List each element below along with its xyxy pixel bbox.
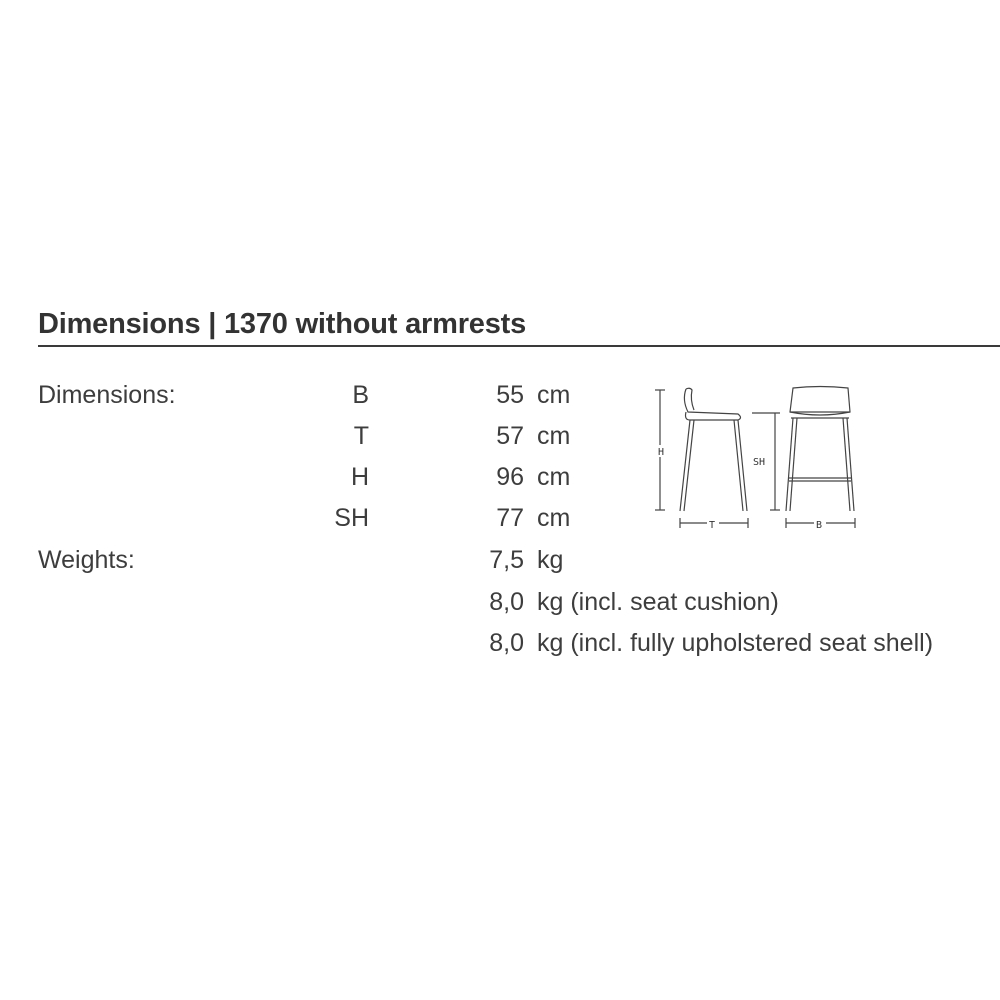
title-divider — [38, 345, 1000, 347]
drawing-label-b: B — [816, 520, 823, 531]
page-title: Dimensions | 1370 without armrests — [38, 308, 527, 340]
dimension-value: 55 — [496, 381, 524, 409]
dimension-unit: cm — [537, 381, 571, 409]
weight-unit: kg (incl. fully upholstered seat shell) — [537, 629, 934, 657]
dimension-unit: cm — [537, 504, 571, 532]
stool-dimension-drawing — [645, 380, 875, 535]
weight-unit: kg — [537, 546, 564, 574]
dimensions-label: Dimensions: — [38, 381, 176, 409]
weights-label: Weights: — [38, 546, 135, 574]
dimension-unit: cm — [537, 463, 571, 491]
weight-value: 7,5 — [489, 546, 524, 574]
drawing-label-t: T — [709, 520, 716, 531]
weight-value: 8,0 — [489, 629, 524, 657]
weight-value: 8,0 — [489, 588, 524, 616]
dimension-symbol: SH — [334, 504, 369, 532]
dimension-value: 57 — [496, 422, 524, 450]
dimension-unit: cm — [537, 422, 571, 450]
dimension-symbol: H — [350, 463, 369, 491]
dimension-symbol: T — [353, 422, 369, 450]
dimension-value: 96 — [496, 463, 524, 491]
dimension-value: 77 — [496, 504, 524, 532]
weight-unit: kg (incl. seat cushion) — [537, 588, 779, 616]
dimension-symbol: B — [352, 381, 369, 409]
drawing-label-h: H — [658, 447, 665, 458]
drawing-label-sh: SH — [753, 457, 766, 468]
